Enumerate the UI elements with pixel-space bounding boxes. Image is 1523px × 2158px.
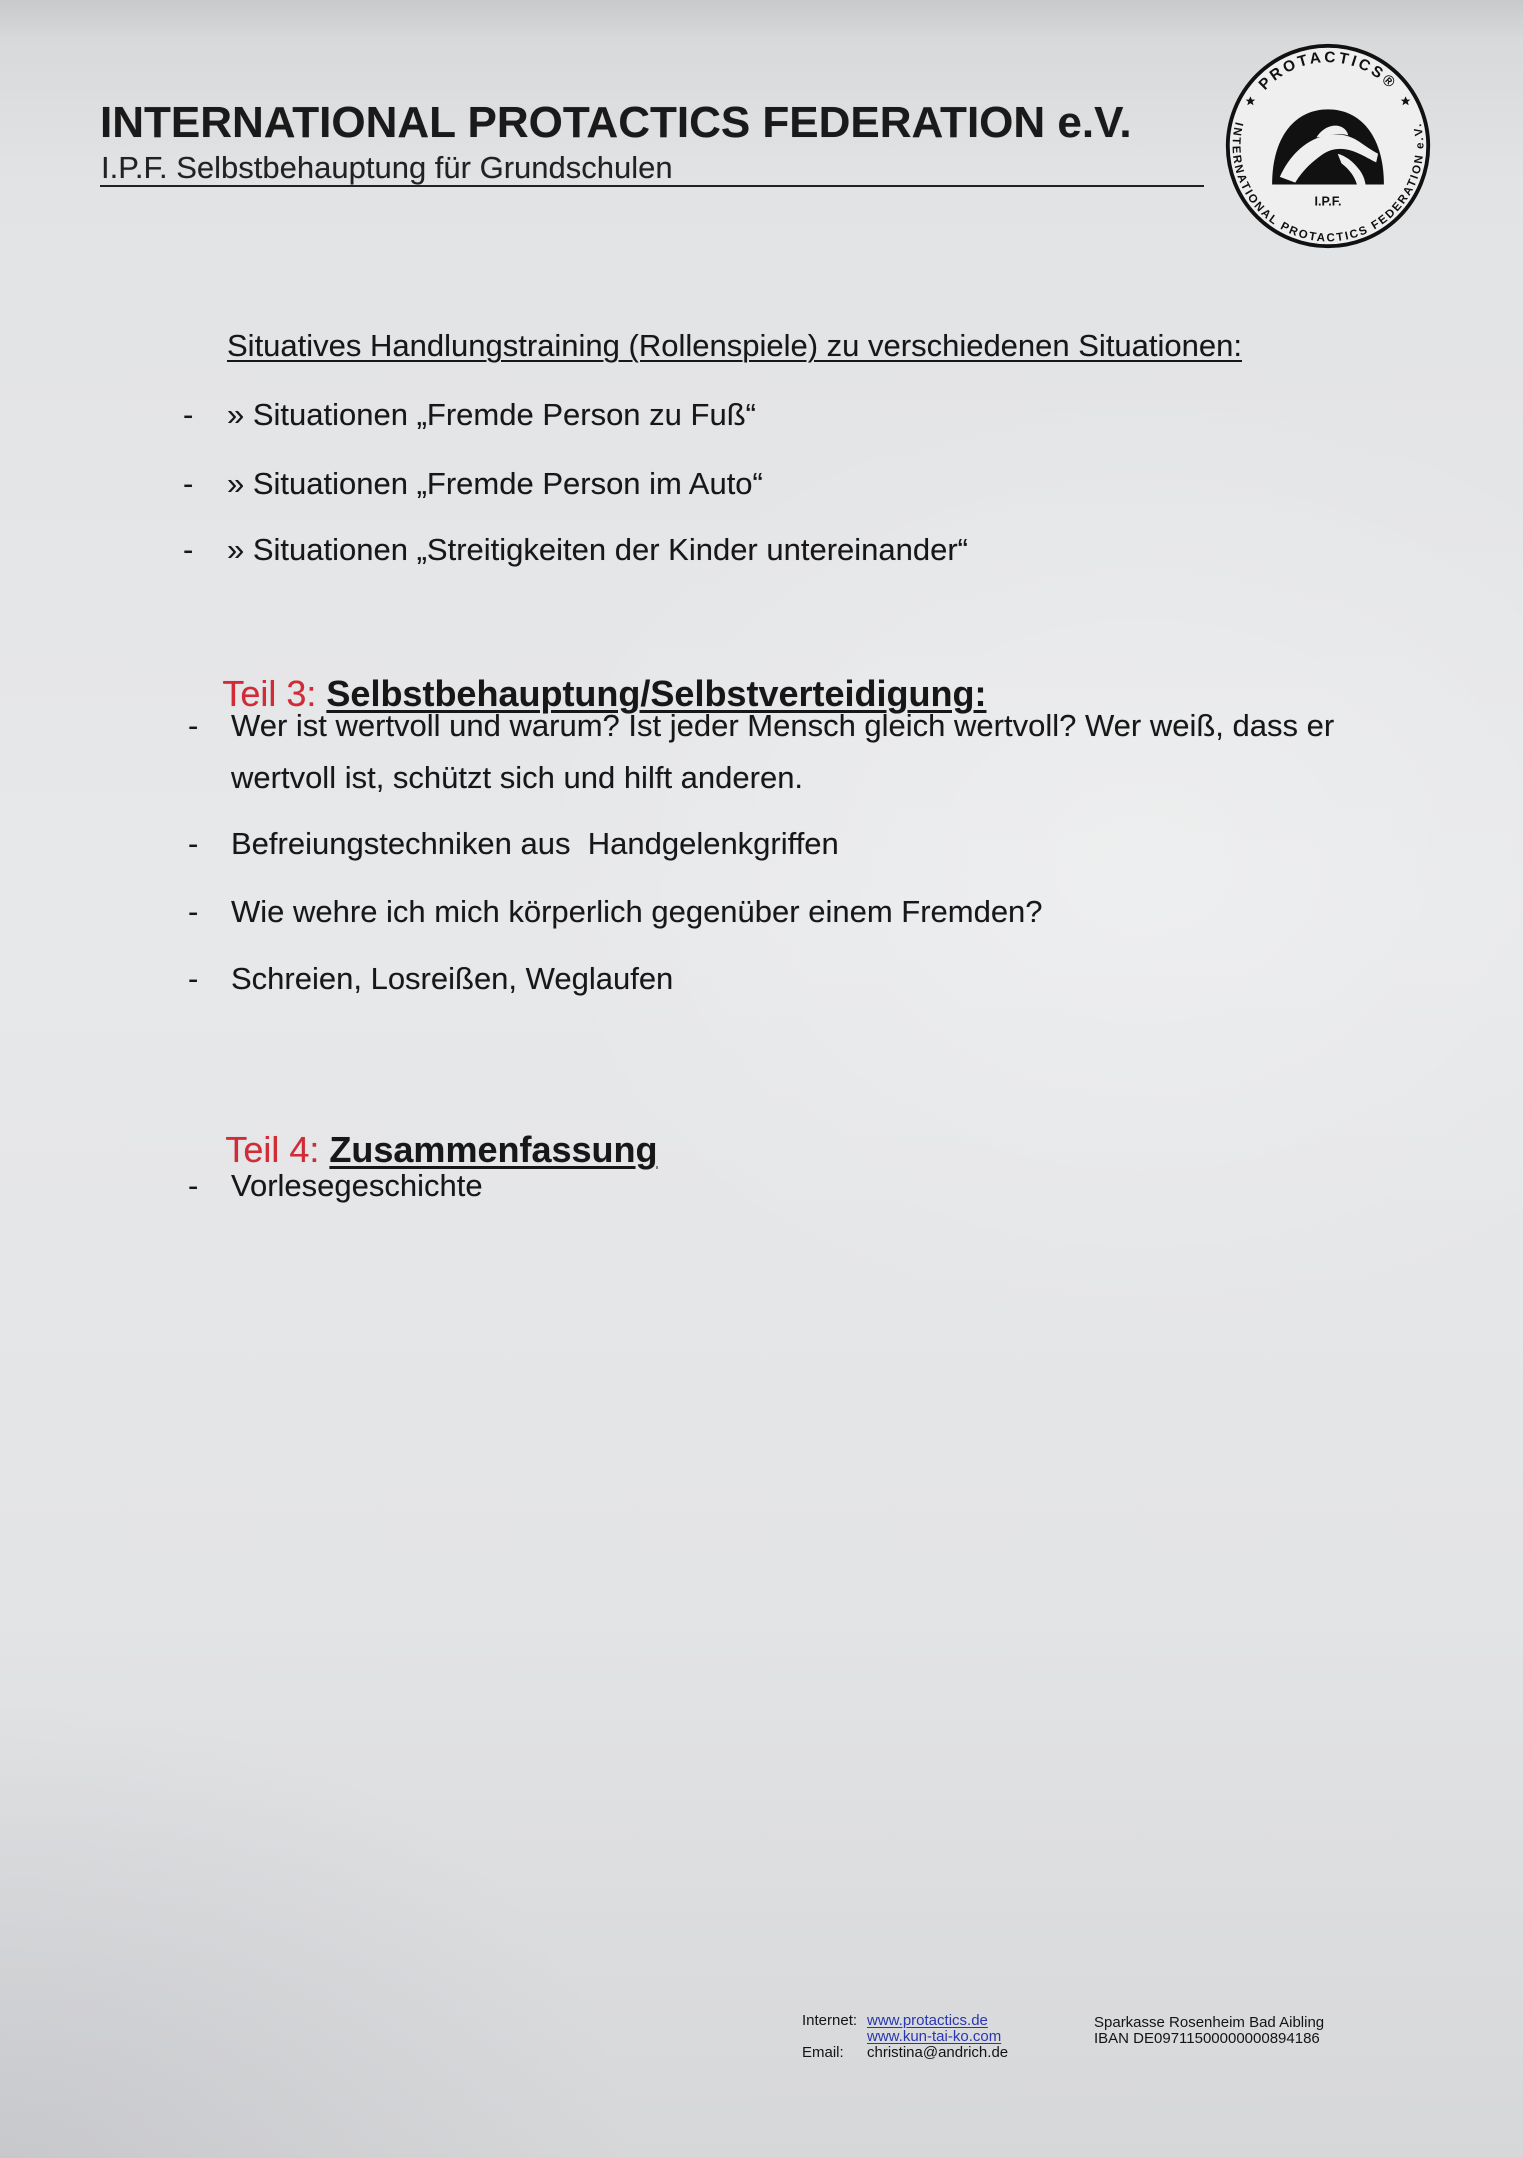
bullet-dash: - <box>188 1168 199 1203</box>
list-item: » Situationen „Fremde Person zu Fuß“ <box>227 397 756 432</box>
footer-email-label: Email: <box>802 2044 844 2061</box>
roleplay-heading: Situatives Handlungstraining (Rollenspiele) zu verschiedenen Situationen: <box>227 328 1242 363</box>
logo-ring-text: INTERNATIONAL PROTACTICS FEDERATION e.V. <box>1229 120 1427 245</box>
part3-label: Teil 3: <box>222 673 317 714</box>
bullet-dash: - <box>188 708 199 743</box>
list-item: Schreien, Losreißen, Weglaufen <box>231 961 674 996</box>
bullet-dash: - <box>188 894 199 929</box>
list-item: Befreiungstechniken aus Handgelenkgriffen <box>231 826 839 861</box>
bank-name: Sparkasse Rosenheim Bad Aibling <box>1094 2014 1325 2031</box>
logo-center-text: I.P.F. <box>1314 194 1342 209</box>
list-item: Wie wehre ich mich körperlich gegenüber einem Fremden? <box>231 894 1043 929</box>
header-rule <box>100 185 1204 187</box>
list-item-continuation: wertvoll ist, schützt sich und hilft anderen. <box>231 760 804 795</box>
email-link[interactable]: christina@andrich.de <box>867 2044 1009 2061</box>
bullet-dash: - <box>183 532 194 567</box>
list-item: Wer ist wertvoll und warum? Ist jeder Mensch gleich wertvoll? Wer weiß, dass er <box>231 708 1335 743</box>
bank-iban: IBAN DE09711500000000894186 <box>1094 2030 1320 2047</box>
part3-title: Selbstbehauptung/Selbstverteidigung: <box>326 673 987 714</box>
bullet-dash: - <box>188 826 199 861</box>
org-title: INTERNATIONAL PROTACTICS FEDERATION e.V. <box>100 98 1132 147</box>
bullet-dash: - <box>183 466 194 501</box>
logo-top-text: PROTACTICS® <box>1255 48 1401 94</box>
protactics-logo <box>1222 40 1434 252</box>
list-item: » Situationen „Fremde Person im Auto“ <box>227 466 763 501</box>
website-link-kuntaiko[interactable]: www.kun-tai-ko.com <box>867 2028 1002 2045</box>
list-item: Vorlesegeschichte <box>231 1168 483 1203</box>
part4-title: Zusammenfassung <box>329 1129 658 1170</box>
footer-internet-label: Internet: <box>802 2012 858 2029</box>
part4-label: Teil 4: <box>225 1129 320 1170</box>
bullet-dash: - <box>188 961 199 996</box>
document-subtitle: I.P.F. Selbstbehauptung für Grundschulen <box>101 150 673 185</box>
website-link-protactics[interactable]: www.protactics.de <box>867 2012 988 2029</box>
list-item: » Situationen „Streitigkeiten der Kinder untereinander“ <box>227 532 969 567</box>
bullet-dash: - <box>183 397 194 432</box>
